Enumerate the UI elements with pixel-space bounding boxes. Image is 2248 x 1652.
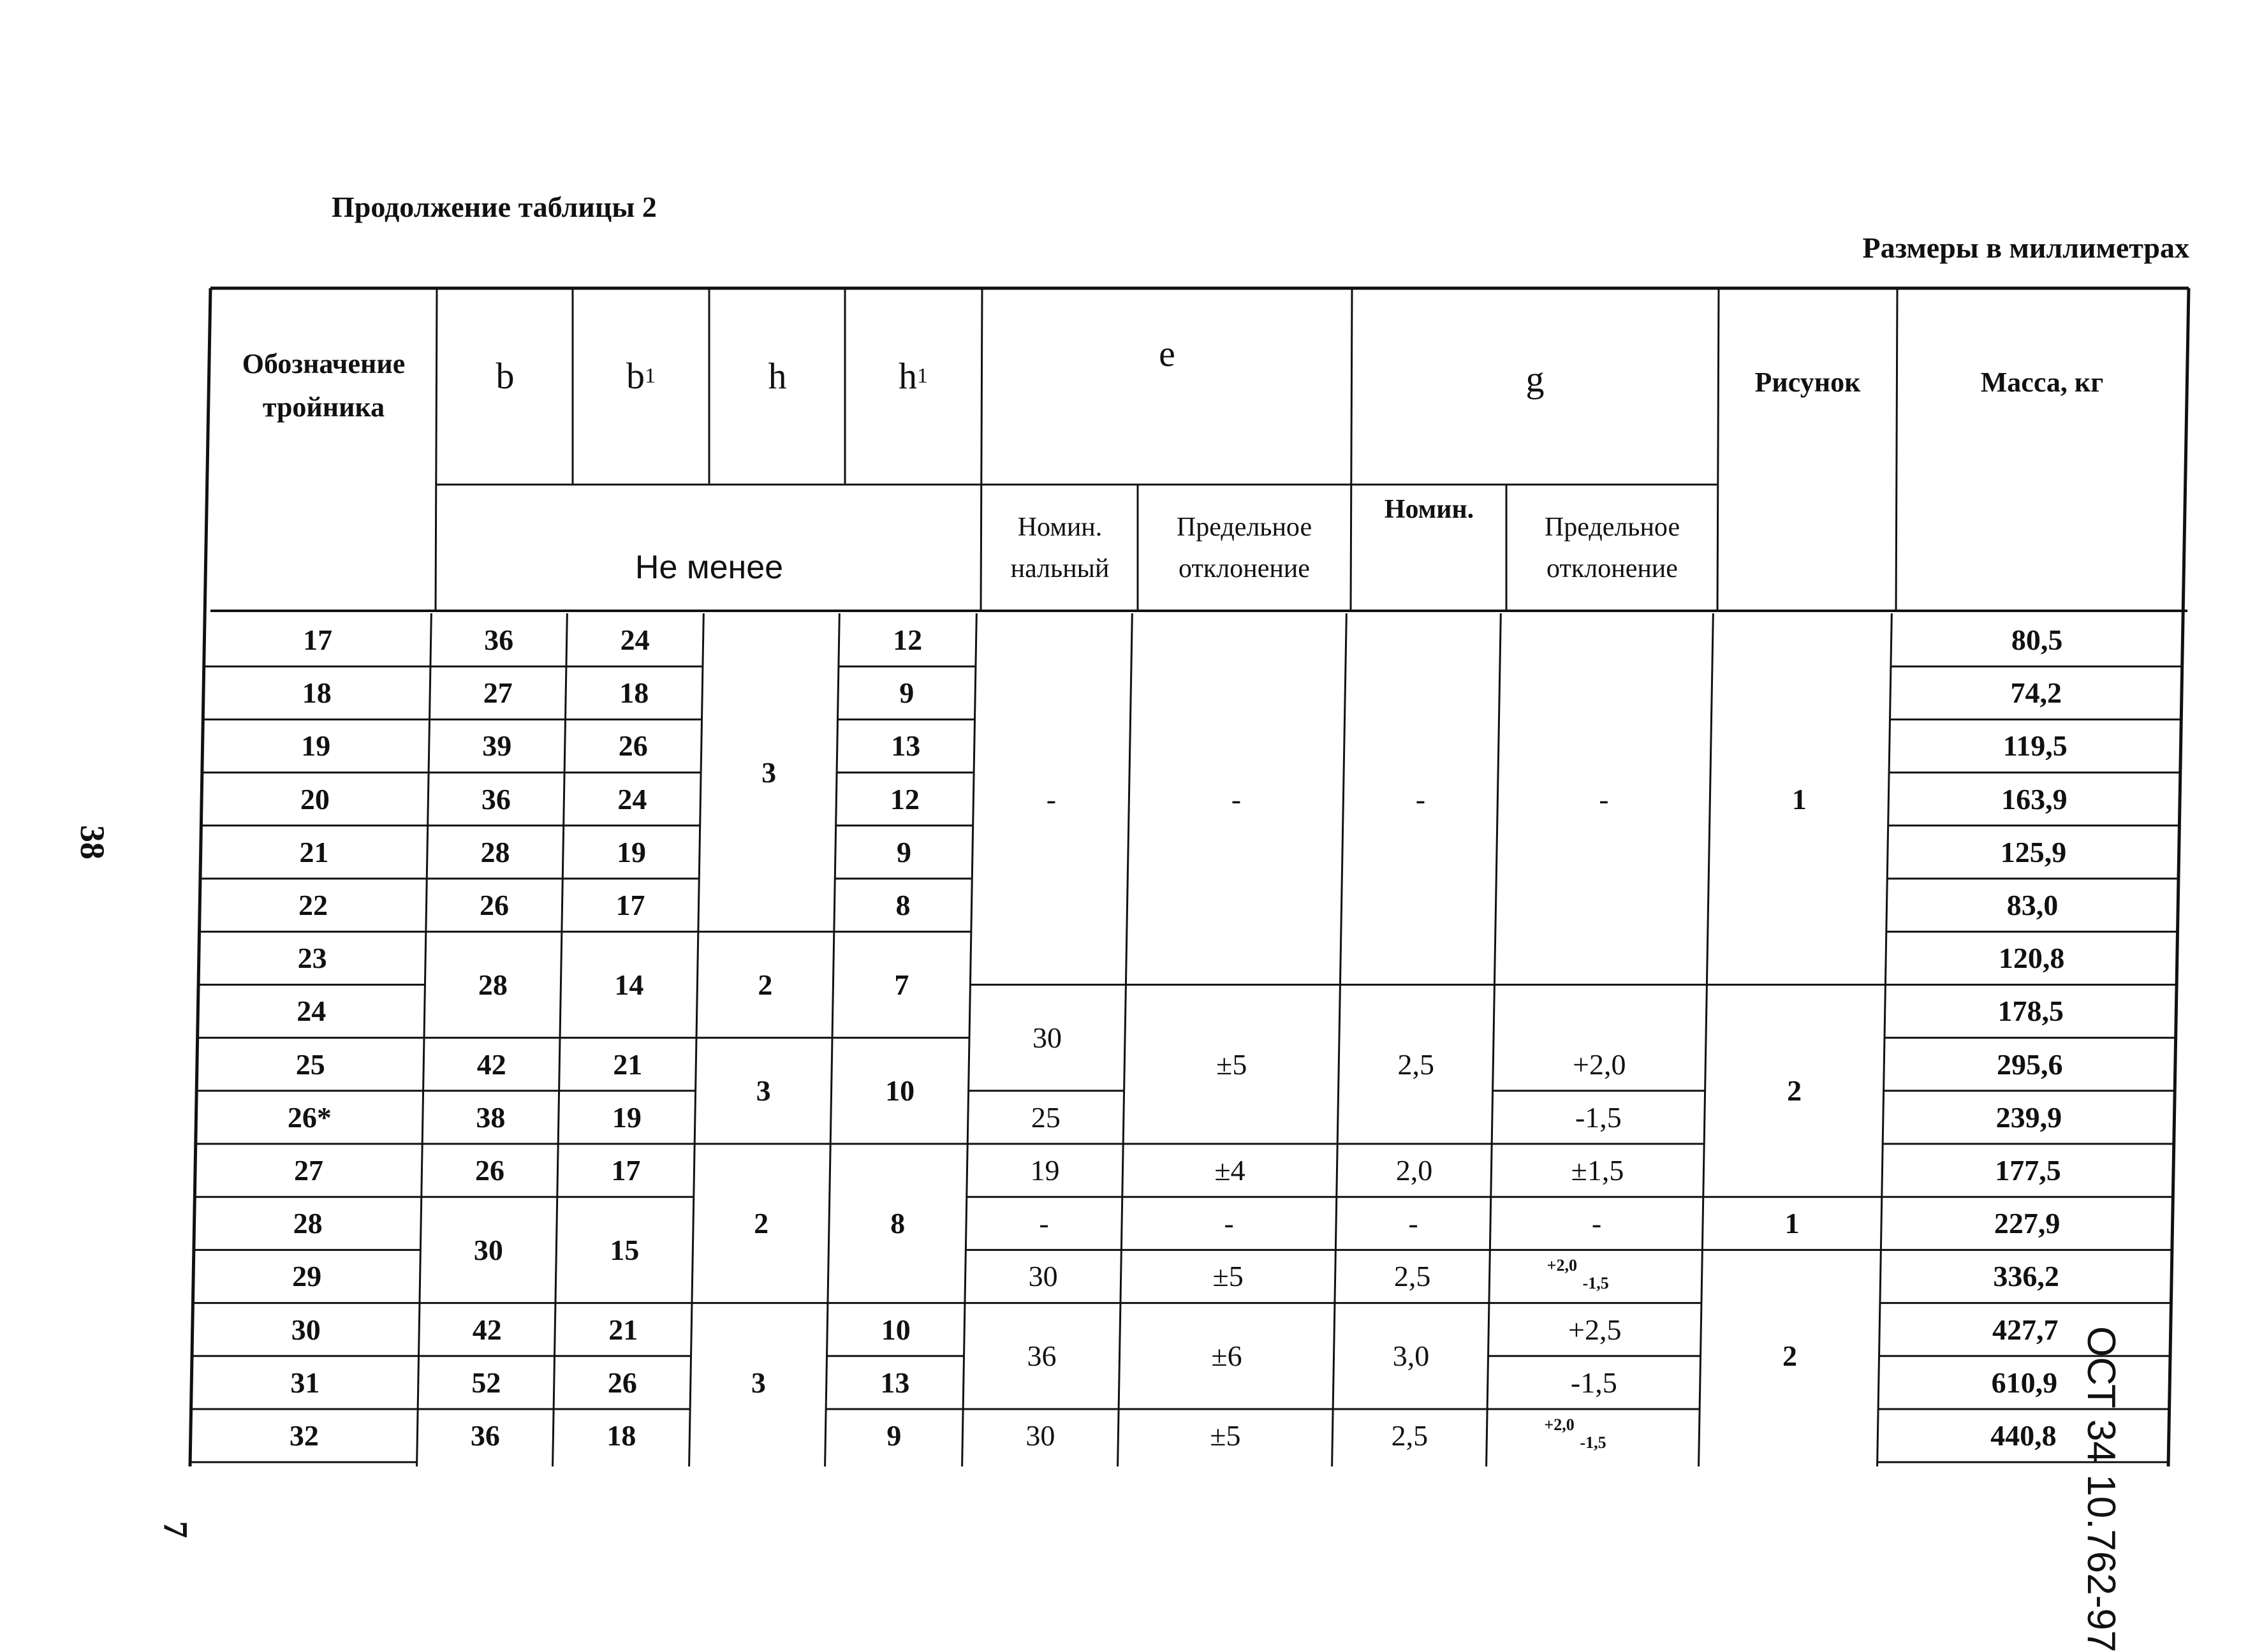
h1-cell: 13 [880,1366,910,1399]
g-deviation-cell: +2,5 [1568,1313,1622,1346]
table-caption: Продолжение таблицы 2 [332,191,657,223]
mass-cell: 440,8 [1990,1419,2057,1452]
e-nominal-cell: - [1046,782,1057,815]
header-not-less: Не менее [635,548,784,586]
units-note: Размеры в миллиметрах [1862,231,2189,264]
b-cell: 42 [472,1313,502,1346]
mass-cell: 119,5 [2002,729,2068,763]
g-deviation-cell: +2,0 [1573,1048,1626,1081]
figure-cell: 1 [1784,1207,1800,1240]
designation-cell: 21 [299,835,329,868]
b1-cell: 14 [614,968,644,1001]
designation-cell: 27 [293,1153,323,1187]
b1-cell: 18 [619,676,649,710]
e-nominal-cell: 30 [1025,1419,1055,1452]
header-b1: b 1 [626,355,656,397]
tolerance-upper: +2,0 [1544,1415,1575,1434]
h-cell: 2 [758,968,773,1001]
b1-cell: 26 [618,729,648,763]
b1-cell: 24 [620,623,650,656]
e-deviation-cell: ±5 [1210,1419,1241,1452]
mass-cell: 239,9 [1995,1100,2062,1134]
page-number: 38 [73,825,112,859]
mass-cell: 336,2 [1993,1260,2059,1293]
g-deviation-compact-cell [1544,1415,1671,1459]
h-cell: 3 [761,756,777,789]
b-cell: 52 [471,1366,501,1399]
designation-cell: 28 [293,1207,323,1240]
b-cell: 26 [474,1153,504,1187]
mass-cell: 295,6 [1997,1048,2063,1081]
designation-cell: 32 [289,1419,319,1452]
header-g: g [1525,358,1545,400]
e-nominal-cell: 36 [1027,1340,1057,1373]
b1-cell: 21 [613,1048,643,1081]
g-nominal-cell: 2,0 [1395,1153,1433,1187]
header-b: b [496,355,515,397]
designation-cell: 26* [287,1100,332,1134]
mass-cell: 610,9 [1991,1366,2058,1399]
g-deviation-cell: -1,5 [1575,1100,1622,1134]
mass-cell: 74,2 [2010,676,2062,710]
g-deviation-cell: -1,5 [1570,1366,1617,1399]
b1-cell: 18 [606,1419,636,1452]
designation-cell: 17 [303,623,333,656]
h1-cell: 9 [899,676,915,710]
h-cell: 3 [751,1366,766,1399]
header-designation: Обозначение тройника [242,347,406,423]
mass-cell: 83,0 [2006,888,2059,921]
h1-cell: 8 [890,1207,906,1240]
h1-cell: 8 [895,888,911,921]
b-cell: 39 [482,729,512,763]
b-cell: 36 [484,623,514,656]
g-deviation-cell: ±1,5 [1571,1153,1624,1187]
header-e-deviation: Предельное отклонение [1176,512,1312,583]
header-figure: Рисунок [1754,366,1861,398]
g-nominal-cell: 2,5 [1397,1048,1435,1081]
g-deviation-compact-cell [1547,1256,1675,1300]
e-deviation-cell: ±5 [1216,1048,1247,1081]
designation-cell: 29 [292,1260,322,1293]
b1-cell: 24 [617,782,647,815]
mass-cell: 177,5 [1995,1153,2061,1187]
h1-cell: 10 [885,1074,915,1107]
mass-cell: 427,7 [1992,1313,2059,1346]
g-nominal-cell: - [1415,782,1426,815]
designation-cell: 20 [300,782,330,815]
designation-cell: 30 [291,1313,321,1346]
designation-cell: 24 [297,995,327,1028]
g-nominal-cell: 3,0 [1392,1340,1430,1373]
b-cell: 36 [481,782,511,815]
e-deviation-cell: - [1231,782,1242,815]
b1-cell: 17 [615,888,645,921]
header-g-nominal: Номин. [1384,495,1474,525]
mass-cell: 178,5 [1997,995,2064,1028]
b1-cell: 19 [616,835,646,868]
header-g-deviation: Предельное отклонение [1544,512,1680,583]
figure-cell: 1 [1791,782,1807,815]
g-deviation-cell: - [1591,1207,1602,1240]
mass-cell: 227,9 [1994,1207,2061,1240]
header-h: h [768,355,787,397]
h-cell: 3 [756,1074,771,1107]
b1-cell: 17 [611,1153,641,1187]
mass-cell: 120,8 [1998,942,2065,975]
header-h1: h 1 [899,355,928,397]
designation-cell: 19 [301,729,331,763]
e-deviation-cell: ±4 [1214,1153,1245,1187]
b-cell: 36 [470,1419,500,1452]
figure-cell: 2 [1782,1340,1798,1373]
b1-cell: 19 [612,1100,642,1134]
mass-cell: 163,9 [2001,782,2068,815]
h1-cell: 9 [886,1419,902,1452]
g-deviation-cell: - [1599,782,1609,815]
b-cell: 28 [480,835,510,868]
page-number-mark: 7 [156,1521,195,1539]
g-nominal-cell: 2,5 [1391,1419,1429,1452]
tolerance-upper: +2,0 [1546,1256,1577,1275]
e-deviation-cell: ±5 [1212,1260,1244,1293]
mass-cell: 80,5 [2011,623,2063,656]
designation-cell: 18 [302,676,332,710]
mass-cell: 125,9 [2000,835,2067,868]
header-e-nominal: Номин. нальный [1010,512,1110,583]
b-cell: 27 [483,676,513,710]
b1-cell: 26 [607,1366,637,1399]
designation-cell: 31 [290,1366,320,1399]
designation-cell: 23 [297,942,327,975]
e-nominal-cell: 30 [1028,1260,1058,1293]
designation-cell: 22 [298,888,328,921]
b-cell: 26 [480,888,510,921]
h-cell: 2 [754,1207,769,1240]
g-nominal-cell: 2,5 [1393,1260,1431,1293]
b1-cell: 15 [610,1233,640,1266]
h1-cell: 12 [893,623,923,656]
tolerance-lower: -1,5 [1580,1433,1606,1452]
h1-cell: 13 [891,729,921,763]
figure-cell: 2 [1787,1074,1802,1107]
designation-cell: 25 [295,1048,325,1081]
e-deviation-cell: ±6 [1211,1340,1242,1373]
e-nominal-cell: 19 [1030,1153,1060,1187]
b1-cell: 21 [608,1313,638,1346]
g-nominal-cell: - [1408,1207,1418,1240]
h1-cell: 10 [881,1313,911,1346]
h1-cell: 9 [896,835,911,868]
e-deviation-cell: - [1224,1207,1234,1240]
header-e: e [1159,333,1175,375]
h1-cell: 7 [894,968,909,1001]
header-mass: Масса, кг [1980,366,2104,398]
e-nominal-cell: 30 [1032,1021,1062,1054]
standard-code: ОСТ 34 10.762-97 [2079,1326,2123,1652]
e-nominal-cell: - [1039,1207,1049,1240]
tolerance-lower: -1,5 [1582,1274,1609,1293]
e-nominal-cell: 25 [1031,1100,1061,1134]
b-cell: 30 [473,1233,503,1266]
h1-cell: 12 [890,782,920,815]
b-cell: 28 [478,968,508,1001]
b-cell: 38 [476,1100,506,1134]
b-cell: 42 [476,1048,506,1081]
